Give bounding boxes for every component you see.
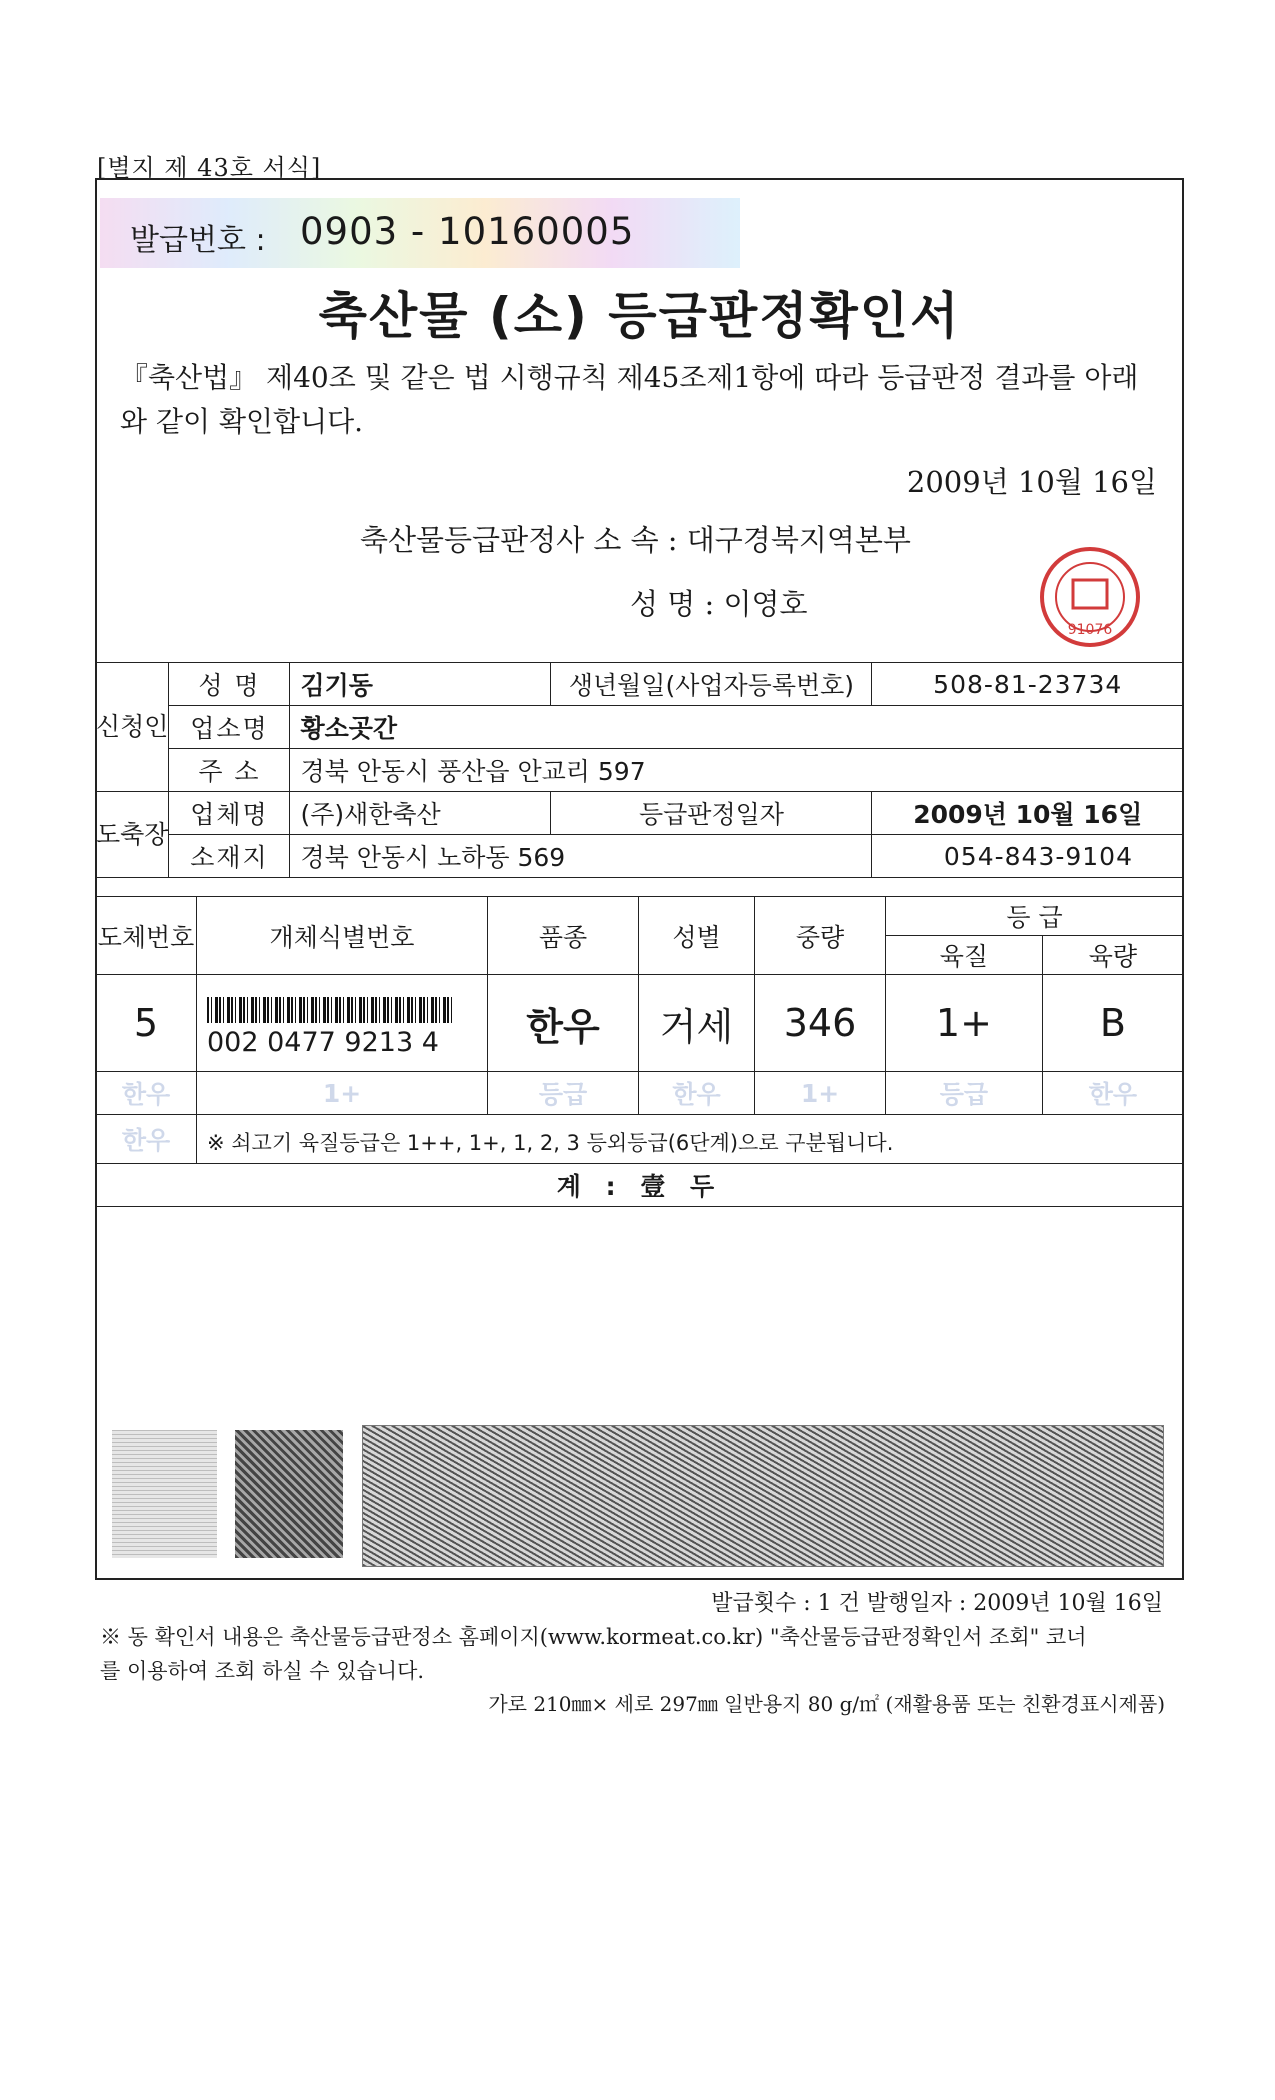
issue-date: 2009년 10월 16일 (906, 465, 1157, 499)
grade-note: ※ 쇠고기 육질등급은 1++, 1+, 1, 2, 3 등외등급(6단계)으로 구분됩니다. (207, 1131, 894, 1155)
watermark-text: 1+ (755, 1072, 886, 1115)
official-seal-icon (1035, 542, 1145, 652)
watermark-text: 한우 (1042, 1072, 1183, 1115)
security-pattern-icon (235, 1430, 343, 1558)
paper-spec: 가로 210㎜× 세로 297㎜ 일반용지 80 g/㎡ (재활용품 또는 친환경표시제품) (488, 1692, 1165, 1716)
issue-count: 발급횟수 : 1 건 발행일자 : 2009년 10월 16일 (711, 1591, 1163, 1616)
shop-label: 업소명 (169, 706, 290, 749)
issue-number-label: 발급번호 : (130, 223, 266, 258)
applicant-section-label: 신청인 (96, 663, 169, 792)
security-pattern-icon (362, 1425, 1164, 1567)
applicant-table (95, 662, 1184, 878)
applicant-address: 경북 안동시 풍산읍 안교리 597 (290, 749, 1184, 792)
slaughterhouse-phone: 054-843-9104 (872, 835, 1184, 878)
carcass-no: 5 (96, 975, 197, 1072)
sex: 거세 (639, 975, 755, 1072)
registration-number: 508-81-23734 (872, 663, 1184, 706)
slaughterhouse-section-label: 도축장 (96, 792, 169, 878)
watermark-row (96, 1115, 1184, 1164)
name-label: 성 명 (169, 663, 290, 706)
id-no-header: 개체식별번호 (197, 897, 488, 975)
watermark-text: 한우 (96, 1115, 197, 1164)
sex-header: 성별 (639, 897, 755, 975)
address-label: 주 소 (169, 749, 290, 792)
breed-header: 품종 (488, 897, 639, 975)
statement-text: 『축산법』 제40조 및 같은 법 시행규칙 제45조제1항에 따라 등급판정 결과를 아래와 같이 확인합니다. (120, 361, 1139, 438)
watermark-text: 등급 (488, 1072, 639, 1115)
barcode-icon (207, 997, 452, 1023)
watermark-text: 등급 (886, 1072, 1043, 1115)
company-label: 업체명 (169, 792, 290, 835)
svg-text:91076: 91076 (1067, 622, 1113, 638)
yield-grade: B (1042, 975, 1183, 1072)
birth-label: 생년월일(사업자등록번호) (551, 663, 872, 706)
quality-grade: 1+ (886, 975, 1043, 1072)
weight: 346 (755, 975, 886, 1072)
applicant-name: 김기동 (290, 663, 551, 706)
watermark-row (96, 1072, 1184, 1115)
company-name: (주)새한축산 (290, 792, 551, 835)
location-label: 소재지 (169, 835, 290, 878)
individual-id: 002 0477 9213 4 (207, 1026, 439, 1058)
footer-note: ※ 동 확인서 내용은 축산물등급판정소 홈페이지(www.kormeat.co.kr) "축산물등급판정확인서 조회" 코너를 이용하여 조회 하실 수 있습니다. (100, 1625, 1087, 1683)
grader-affiliation: 축산물등급판정사 소 속 : 대구경북지역본부 (360, 523, 911, 557)
breed: 한우 (488, 975, 639, 1072)
watermark-text: 1+ (197, 1072, 488, 1115)
grader-name: 성 명 : 이영호 (630, 587, 808, 621)
security-pattern-icon (112, 1430, 217, 1558)
grading-date: 2009년 10월 16일 (872, 792, 1184, 835)
shop-name: 황소곳간 (290, 706, 1184, 749)
form-label: [별지 제 43호 서식] (97, 154, 322, 182)
total-count: 계 : 壹 두 (96, 1164, 1184, 1207)
weight-header: 중량 (755, 897, 886, 975)
quality-header: 육질 (886, 936, 1043, 975)
grading-date-label: 등급판정일자 (551, 792, 872, 835)
grade-header: 등 급 (886, 897, 1184, 936)
grade-table (95, 896, 1184, 1207)
carcass-no-header: 도체번호 (96, 897, 197, 975)
issue-number: 0903 - 10160005 (300, 210, 635, 253)
table-row (96, 975, 1184, 1072)
watermark-text: 한우 (639, 1072, 755, 1115)
document-title: 축산물 (소) 등급판정확인서 (318, 287, 961, 345)
slaughterhouse-location: 경북 안동시 노하동 569 (290, 835, 872, 878)
watermark-text: 한우 (96, 1072, 197, 1115)
yield-header: 육량 (1042, 936, 1183, 975)
